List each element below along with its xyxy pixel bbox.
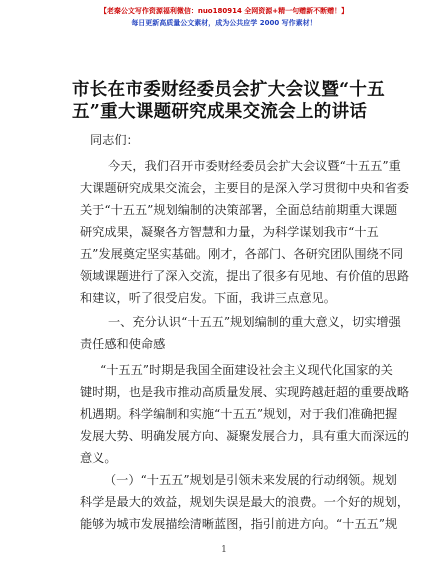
salutation: 同志们：: [90, 133, 139, 147]
document-title-line-1: 市长在市委财经委员会扩大会议暨“十五: [72, 80, 385, 100]
paragraph-line: 和建议，听了很受启发。下面，我讲三点意见。: [80, 291, 336, 305]
paragraph-line: 发展大势、明确发展方向、凝聚发展合力，具有重大而深远的: [80, 429, 410, 443]
section-heading-line: 一、充分认识“十五五”规划编制的重大意义，切实增强: [108, 315, 401, 329]
paragraph-line: 领域课题进行了深入交流，提出了很多有见地、有价值的思路: [80, 269, 410, 283]
paragraph-line: 关于“十五五”规划编制的决策部署，全面总结前期重大课题: [80, 203, 398, 217]
paragraph-line: 键时期，也是我市推动高质量发展、实现跨越赶超的重要战略: [80, 385, 410, 399]
paragraph-line: 科学是最大的效益，规划失误是最大的浪费。一个好的规划，: [80, 495, 410, 509]
page-number: 1: [221, 545, 227, 555]
paragraph-line: “十五五”时期是我国全面建设社会主义现代化国家的关: [100, 363, 393, 377]
paragraph-line: 今天，我们召开市委财经委员会扩大会议暨“十五五”重: [108, 159, 401, 173]
paragraph-line: 大课题研究成果交流会，主要目的是深入学习贯彻中央和省委: [80, 181, 410, 195]
promo-banner-line-1: 【老秦公文写作资源福利微信：nuo180914 全网资源+精一句赠新不断赠！】: [99, 7, 349, 15]
document-title-line-2: 五”重大课题研究成果交流会上的讲话: [72, 102, 368, 122]
paragraph-line: 机遇期。科学编制和实施“十五五”规划，对于我们准确把握: [80, 407, 398, 421]
paragraph-line: 能够为城市发展描绘清晰蓝图，指引前进方向。“十五五”规: [80, 517, 398, 531]
paragraph-line: （一）“十五五”规划是引领未来发展的行动纲领。规划: [104, 473, 397, 487]
promo-banner-line-2: 每日更新高质量公文素材，成为公共应学 2000 写作素材！: [131, 19, 317, 27]
paragraph-line: 意义。: [80, 451, 117, 465]
section-heading-line: 责任感和使命感: [80, 337, 166, 351]
paragraph-line: 研究成果，凝聚各方智慧和力量，为科学谋划我市“十五: [80, 225, 379, 239]
paragraph-line: 五”发展奠定坚实基础。刚才，各部门、各研究团队围绕不同: [80, 247, 404, 261]
